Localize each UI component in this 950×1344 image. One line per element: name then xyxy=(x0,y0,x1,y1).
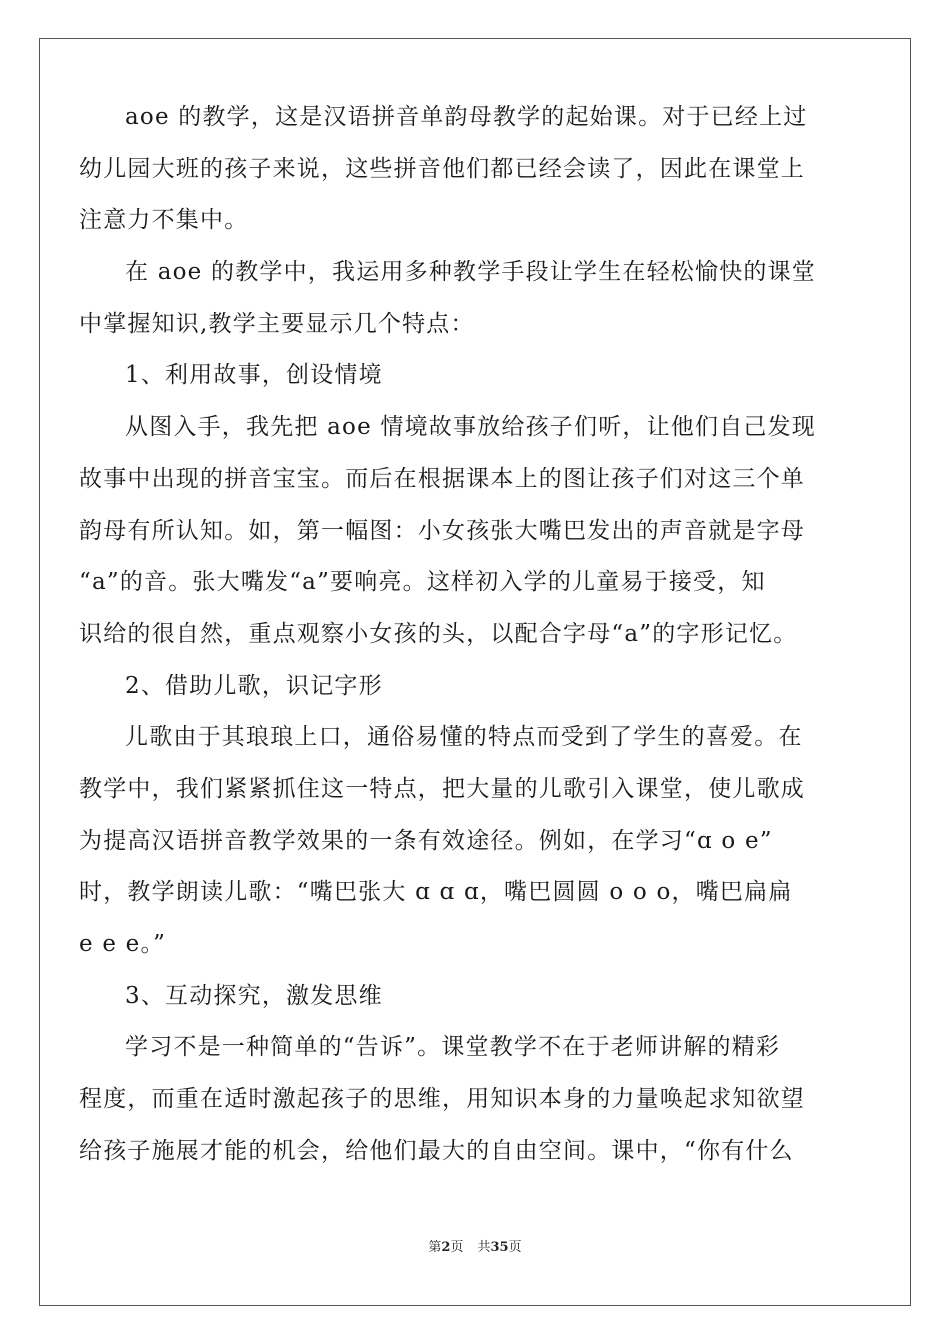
text-line: 故事中出现的拼音宝宝。而后在根据课本上的图让孩子们对这三个单 xyxy=(79,465,805,492)
total-prefix: 共 xyxy=(477,1240,491,1255)
text-line: 从图入手，我先把 aoe 情境故事放给孩子们听，让他们自己发现 xyxy=(125,414,816,441)
document-body xyxy=(79,92,839,1177)
text-line: 给孩子施展才能的机会，给他们最大的自由空间。课中，“你有什么 xyxy=(79,1137,794,1164)
text-line: 为提高汉语拼音教学效果的一条有效途径。例如，在学习“ɑ o e” xyxy=(79,827,773,854)
text-line: e e e。” xyxy=(79,931,167,957)
page-current: 2 xyxy=(441,1240,451,1255)
text-line: 注意力不集中。 xyxy=(79,207,249,234)
text-line: 教学中，我们紧紧抓住这一特点，把大量的儿歌引入课堂，使儿歌成 xyxy=(79,775,805,802)
page-total: 35 xyxy=(490,1240,509,1255)
text-line: 时，教学朗读儿歌：“嘴巴张大 ɑ ɑ ɑ，嘴巴圆圆 o o o，嘴巴扁扁 xyxy=(79,879,793,906)
text-line: 程度，而重在适时激起孩子的思维，用知识本身的力量唤起求知欲望 xyxy=(79,1086,805,1113)
page-prefix: 第 xyxy=(428,1240,442,1255)
text-line: 韵母有所认知。如，第一幅图：小女孩张大嘴巴发出的声音就是字母 xyxy=(79,517,805,544)
text-line: 学习不是一种简单的“告诉”。课堂教学不在于老师讲解的精彩 xyxy=(125,1034,781,1061)
section-heading: 3、互动探究，激发思维 xyxy=(125,982,383,1009)
text-line: 儿歌由于其琅琅上口，通俗易懂的特点而受到了学生的喜爱。在 xyxy=(125,724,803,751)
page-suffix: 页 xyxy=(450,1240,464,1255)
text-line: “a”的音。张大嘴发“a”要响亮。这样初入学的儿童易于接受，知 xyxy=(79,569,766,596)
page-footer xyxy=(0,1236,950,1255)
text-line: 在 aoe 的教学中，我运用多种教学手段让学生在轻松愉快的课堂 xyxy=(125,259,816,286)
total-suffix: 页 xyxy=(508,1240,522,1255)
section-heading: 2、借助儿歌，识记字形 xyxy=(125,672,383,699)
section-heading: 1、利用故事，创设情境 xyxy=(125,362,383,389)
text-line: aoe 的教学，这是汉语拼音单韵母教学的起始课。对于已经上过 xyxy=(125,104,808,130)
text-line: 识给的很自然，重点观察小女孩的头，以配合字母“a”的字形记忆。 xyxy=(79,620,798,647)
text-line: 中掌握知识,教学主要显示几个特点： xyxy=(79,310,475,337)
text-line: 幼儿园大班的孩子来说，这些拼音他们都已经会读了，因此在课堂上 xyxy=(79,155,805,182)
